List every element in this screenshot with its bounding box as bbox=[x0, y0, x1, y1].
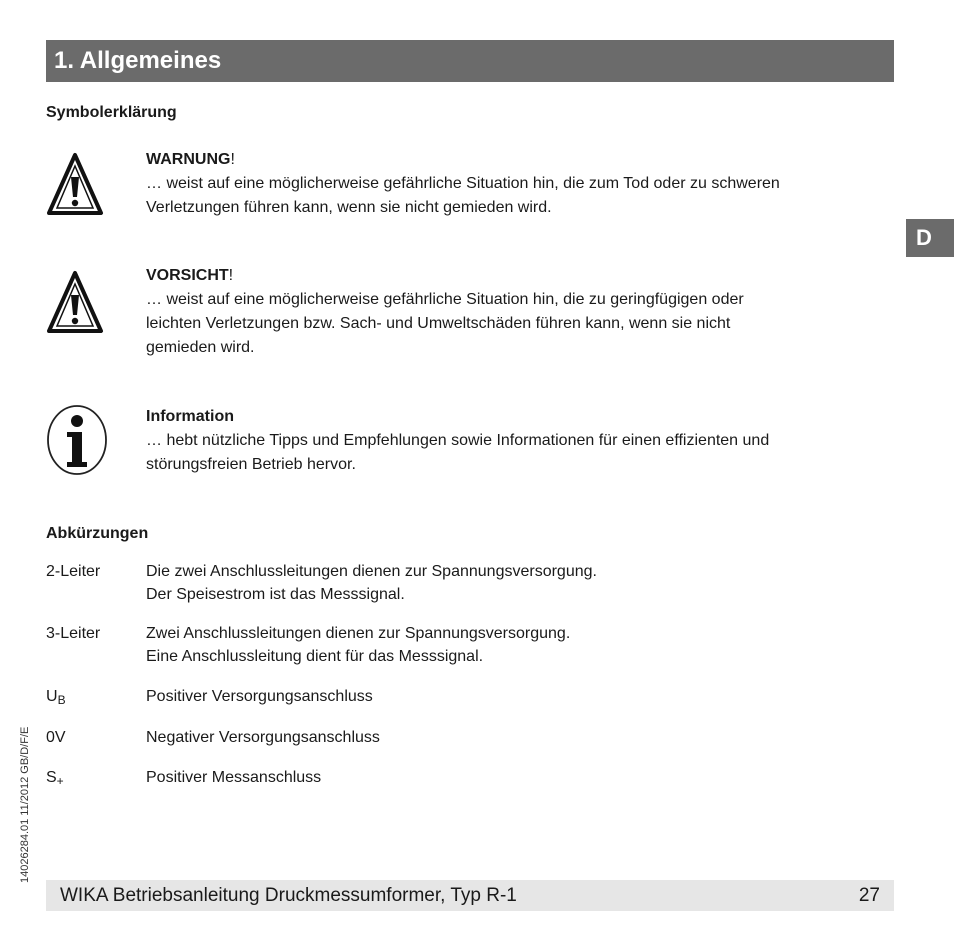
symbols-heading: Symbolerklärung bbox=[46, 104, 177, 121]
abbr-term-main: S bbox=[46, 769, 57, 786]
footer bbox=[46, 880, 894, 911]
abbr-desc-s-plus bbox=[146, 766, 321, 789]
warning-text-line: Verletzungen führen kann, wenn sie nicht gemieden wird. bbox=[146, 199, 552, 216]
abbr-desc-line: Der Speisestrom ist das Messsignal. bbox=[146, 586, 405, 603]
warning-text-line: … weist auf eine möglicherweise gefährliche Situation hin, die zum Tod oder zu schweren bbox=[146, 175, 780, 192]
caution-text-line: gemieden wird. bbox=[146, 339, 255, 356]
abbr-desc-line: Zwei Anschlussleitungen dienen zur Spannungsversorgung. bbox=[146, 625, 571, 642]
abbr-desc-line: Eine Anschlussleitung dient für das Messsignal. bbox=[146, 648, 484, 665]
abbr-term-main: U bbox=[46, 688, 58, 705]
abbr-term-0v: 0V bbox=[46, 729, 66, 746]
information-text-line: … hebt nützliche Tipps und Empfehlungen sowie Informationen für einen effizienten und bbox=[146, 432, 770, 449]
warning-triangle-icon bbox=[46, 152, 104, 216]
information-icon bbox=[46, 404, 108, 476]
information-notice bbox=[146, 405, 876, 477]
abbr-desc-2-leiter bbox=[146, 560, 597, 606]
abbr-desc-3-leiter bbox=[146, 622, 570, 668]
caution-title-suffix: ! bbox=[228, 267, 234, 284]
page-number: 27 bbox=[858, 885, 880, 906]
caution-text-line: … weist auf eine möglicherweise gefährliche Situation hin, die zu geringfügigen oder bbox=[146, 291, 744, 308]
abbreviations-heading: Abkürzungen bbox=[46, 525, 149, 542]
caution-triangle-icon bbox=[46, 270, 104, 334]
information-text-line: störungsfreien Betrieb hervor. bbox=[146, 456, 356, 473]
abbr-desc-0v bbox=[146, 726, 380, 749]
abbr-term-s-plus bbox=[46, 766, 64, 790]
abbr-term-3-leiter: 3-Leiter bbox=[46, 625, 101, 642]
abbr-desc-line: Die zwei Anschlussleitungen dienen zur Spannungsversorgung. bbox=[146, 563, 597, 580]
caution-notice bbox=[146, 264, 876, 360]
information-title: Information bbox=[146, 408, 234, 425]
footer-title: WIKA Betriebsanleitung Druckmessumformer, Typ R-1 bbox=[60, 885, 517, 906]
abbr-term-ub bbox=[46, 685, 66, 709]
abbr-term-subscript: B bbox=[57, 693, 66, 707]
warning-title-suffix: ! bbox=[230, 151, 235, 168]
abbr-desc-line: Negativer Versorgungsanschluss bbox=[146, 729, 380, 746]
abbr-desc-ub bbox=[146, 685, 373, 708]
abbr-term-2-leiter: 2-Leiter bbox=[46, 563, 101, 580]
caution-text-line: leichten Verletzungen bzw. Sach- und Umweltschäden führen kann, wenn sie nicht bbox=[146, 315, 731, 332]
section-title: 1. Allgemeines bbox=[46, 40, 894, 82]
language-tab: D bbox=[906, 219, 954, 257]
warning-title: WARNUNG bbox=[146, 151, 231, 168]
warning-notice bbox=[146, 148, 876, 220]
abbr-term-subscript: + bbox=[56, 774, 64, 788]
abbr-desc-line: Positiver Messanschluss bbox=[146, 769, 322, 786]
abbr-desc-line: Positiver Versorgungsanschluss bbox=[146, 688, 373, 705]
document-code: 14026284.01 11/2012 GB/D/F/E bbox=[19, 726, 31, 883]
caution-title: VORSICHT bbox=[146, 267, 229, 284]
